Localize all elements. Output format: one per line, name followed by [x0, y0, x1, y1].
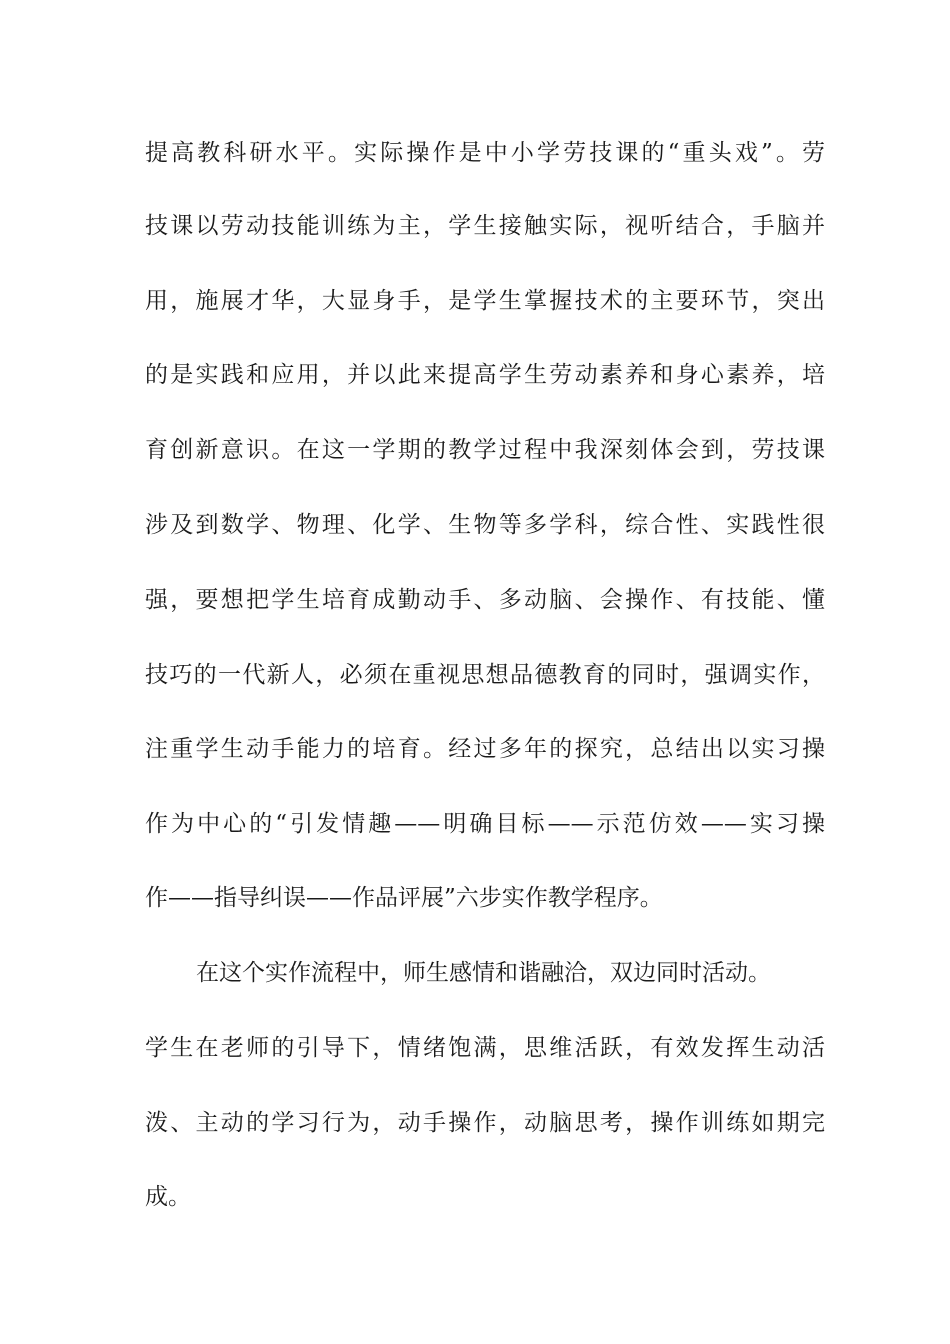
paragraph-1-line-9: 注重学生动手能力的培育。经过多年的探究，总结出以实习操 — [145, 736, 825, 762]
paragraph-1-line-4: 的是实践和应用，并以此来提高学生劳动素养和身心素养，培 — [145, 362, 825, 388]
paragraph-1-line-1: 提高教科研水平。实际操作是中小学劳技课的“重头戏”。劳 — [145, 140, 825, 166]
paragraph-1-line-7: 强，要想把学生培育成勤动手、多动脑、会操作、有技能、懂 — [145, 587, 825, 613]
paragraph-1-line-8: 技巧的一代新人，必须在重视思想品德教育的同时，强调实作， — [145, 662, 825, 688]
paragraph-1-line-2: 技课以劳动技能训练为主，学生接触实际，视听结合，手脑并 — [145, 213, 825, 239]
paragraph-1-line-11: 作——指导纠误——作品评展”六步实作教学程序。 — [145, 885, 663, 911]
paragraph-2-line-3: 泼、主动的学习行为，动手操作，动脑思考，操作训练如期完 — [145, 1110, 825, 1136]
paragraph-2-line-4: 成。 — [145, 1184, 191, 1210]
paragraph-2-line-2: 学生在老师的引导下，情绪饱满，思维活跃，有效发挥生动活 — [145, 1035, 825, 1061]
paragraph-1-line-5: 育创新意识。在这一学期的教学过程中我深刻体会到，劳技课 — [145, 437, 825, 463]
paragraph-1-line-3: 用，施展才华，大显身手，是学生掌握技术的主要环节，突出 — [145, 288, 825, 314]
paragraph-1-line-6: 涉及到数学、物理、化学、生物等多学科，综合性、实践性很 — [145, 512, 825, 538]
paragraph-1-line-10: 作为中心的“引发情趣——明确目标——示范仿效——实习操 — [145, 811, 825, 837]
paragraph-2-line-1: 在这个实作流程中，师生感情和谐融洽，双边同时活动。 — [196, 960, 771, 986]
